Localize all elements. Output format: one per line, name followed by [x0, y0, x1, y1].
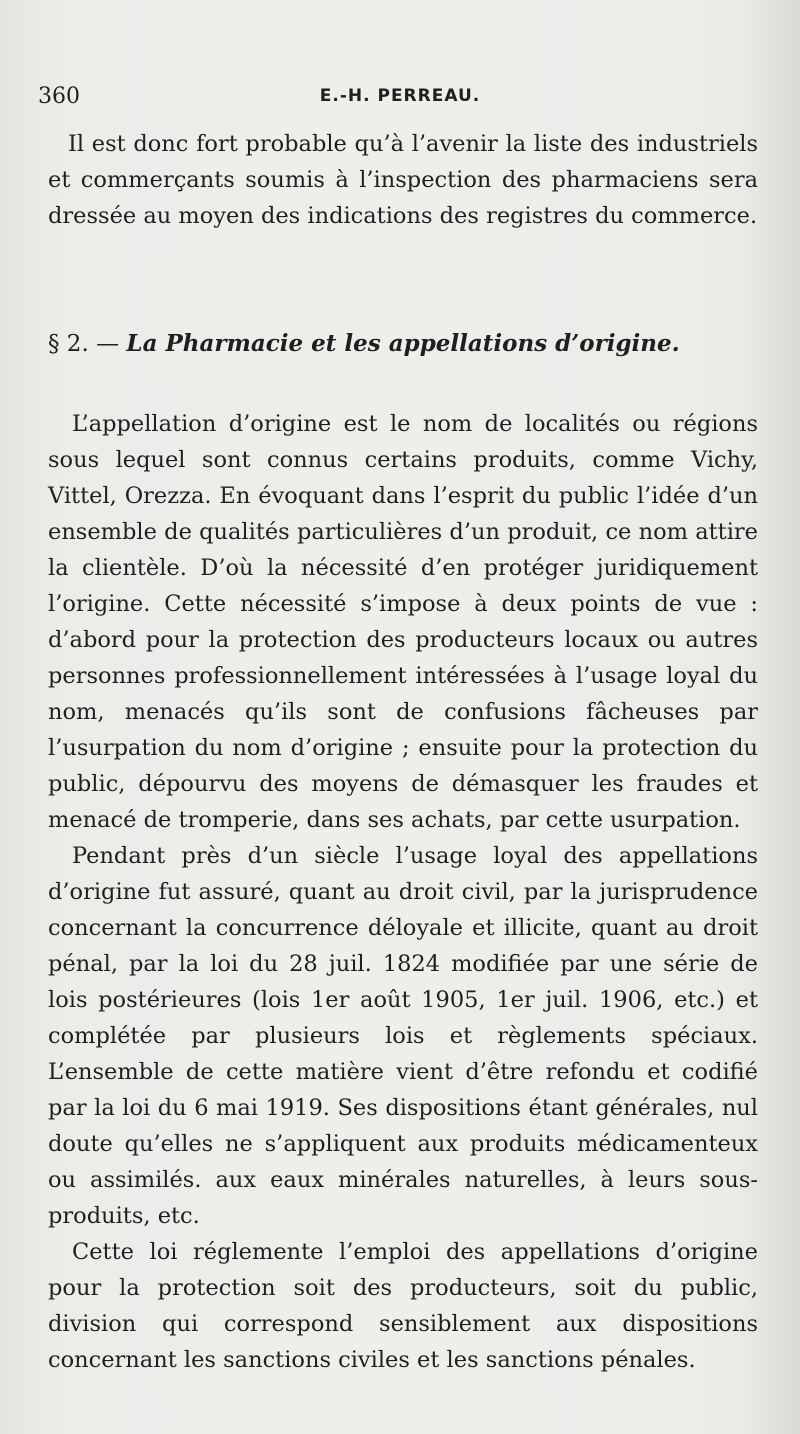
running-head: E.-H. PERREAU. — [319, 86, 481, 106]
intro-paragraph-block — [48, 126, 758, 234]
page-number: 360 — [38, 84, 80, 109]
body-paragraph-1: L’appellation d’origine est le nom de localités ou régions sous lequel sont connus certains produits, comme Vichy, Vittel, Orezza. En évoquant dans l’esprit du public l’idée d’un ensemble de qualités particulières d’un produit, ce nom attire la clientèle. D’où la nécessité d’en protéger juridiquement l’origine. Cette nécessité s’impose à deux points de vue : d’abord pour la protection des producteurs locaux ou autres personnes professionnellement intéressées à l’usage loyal du nom, menacés qu’ils sont de confusions fâcheuses par l’usurpation du nom d’origine ; ensuite pour la protection du public, dépourvu des moyens de démasquer les fraudes et menacé de tromperie, dans ses achats, par cette usurpation. — [48, 411, 758, 833]
intro-paragraph: Il est donc fort probable qu’à l’avenir la liste des industriels et commerçants soumis à l’inspection des pharmaciens sera dressée au moyen des indications des registres du commerce. — [48, 131, 758, 229]
section-heading — [48, 326, 758, 362]
section-number: § 2. — — [48, 331, 120, 357]
section-body — [48, 406, 758, 1378]
section-title: La Pharmacie et les appellations d’origine. — [126, 330, 680, 357]
body-paragraph-3: Cette loi réglemente l’emploi des appellations d’origine pour la protection soit des producteurs, soit du public, division qui correspond sensiblement aux dispositions concernant les sanctions civiles et les sanctions pénales. — [48, 1239, 758, 1373]
body-paragraph-2: Pendant près d’un siècle l’usage loyal des appellations d’origine fut assuré, quant au droit civil, par la jurisprudence concernant la concurrence déloyale et illicite, quant au droit pénal, par la loi du 28 juil. 1824 modifiée par une série de lois postérieures (lois 1er août 1905, 1er juil. 1906, etc.) et complétée par plusieurs lois et règlements spéciaux. L’ensemble de cette matière vient d’être refondu et codifié par la loi du 6 mai 1919. Ses dispositions étant générales, nul doute qu’elles ne s’appliquent aux produits médicamenteux ou assimilés. aux eaux minérales naturelles, à leurs sous-produits, etc. — [48, 843, 758, 1229]
page-header — [38, 84, 762, 114]
